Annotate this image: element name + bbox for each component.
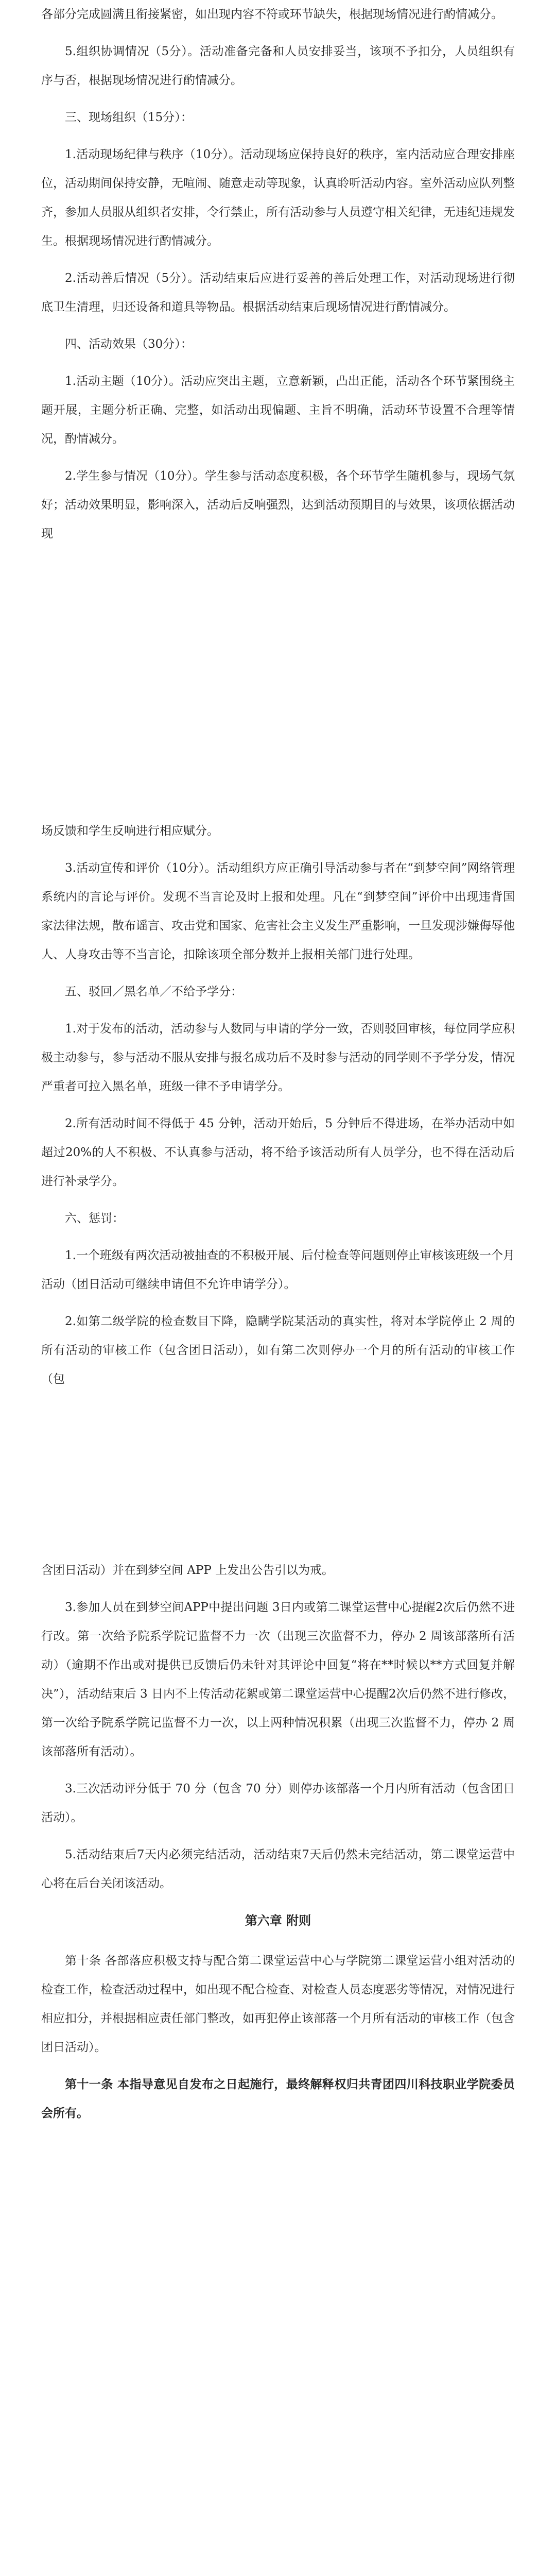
section-heading: 四、活动效果（30分）：	[65, 337, 193, 351]
page-3	[41, 1556, 515, 2566]
page-1	[41, 0, 515, 793]
section-heading: 三、现场组织（15分）：	[65, 111, 193, 124]
paragraph: 2.如第二级学院的检查数目下降，隐瞒学院某活动的真实性，将对本学院停止 2 周的所有活动的审核工作（包含团日活动），如有第二次则停办一个月的所有活动的审核工作（包	[41, 1315, 515, 1386]
chapter-heading: 第六章 附则	[245, 1913, 311, 1928]
paragraph: 3.参加人员在到梦空间APP中提出问题 3日内或第二课堂运营中心提醒2次后仍然不进行改。第一次给予院系学院记监督不力一次（出现三次监督不力，停办 2 周该部落所有活动）（逾期不作出或对提供已反馈后仍未针对其评论中回复“将在**时候以**方式回复并解决”），活动结束后 3 日内不上传活动花絮或第二课堂运营中心提醒2次后仍然不进行修改，第一次给予院系学院记监督不力一次，以上两种情况积累（出现三次监督不力，停办 2 周该部落所有活动）。	[41, 1601, 515, 1758]
paragraph: 1.活动主题（10分）。活动应突出主题，立意新颖，凸出正能，活动各个环节紧围绕主题开展，主题分析正确、完整，如活动出现偏题、主旨不明确，活动环节设置不合理等情况，酌情减分。	[41, 375, 515, 446]
paragraph: 场反馈和学生反响进行相应赋分。	[41, 824, 219, 838]
paragraph: 5.组织协调情况（5分）。活动准备完备和人员安排妥当，该项不予扣分，人员组织有序与否，根据现场情况进行酌情减分。	[41, 45, 515, 87]
paragraph: 第十一条 本指导意见自发布之日起施行，最终解释权归共青团四川科技职业学院委员会所有。	[41, 2077, 515, 2120]
paragraph: 各部分完成圆满且衔接紧密，如出现内容不符或环节缺失，根据现场情况进行酌情减分。	[41, 8, 503, 21]
paragraph: 2.所有活动时间不得低于 45 分钟，活动开始后，5 分钟后不得进场，在举办活动中如超过20%的人不积极、不认真参与活动，将不给予该活动所有人员学分，也不得在活动后进行补录学分。	[41, 1117, 515, 1188]
section-heading: 五、驳回／黑名单／不给予学分：	[65, 985, 242, 998]
paragraph: 1.对于发布的活动，活动参与人数同与申请的学分一致，否则驳回审核，每位同学应积极主动参与，参与活动不服从安排与报名成功后不及时参与活动的同学则不予学分发，情况严重者可拉入黑名单，班级一律不予申请学分。	[41, 1022, 515, 1093]
paragraph: 2.活动善后情况（5分）。活动结束后应进行妥善的善后处理工作，对活动现场进行彻底卫生清理，归还设备和道具等物品。根据活动结束后现场情况进行酌情减分。	[41, 272, 515, 314]
page-2	[41, 817, 515, 1528]
paragraph: 3.三次活动评分低于 70 分（包含 70 分）则停办该部落一个月内所有活动（包含团日活动）。	[41, 1782, 515, 1824]
paragraph: 2.学生参与情况（10分）。学生参与活动态度积极，各个环节学生随机参与，现场气氛好；活动效果明显，影响深入，活动后反响强烈，达到活动预期目的与效果，该项依据活动现	[41, 469, 515, 540]
paragraph: 3.活动宣传和评价（10分）。活动组织方应正确引导活动参与者在“到梦空间”网络管理系统内的言论与评价。发现不当言论及时上报和处理。凡在“到梦空间”评价中出现违背国家法律法规，散布谣言、攻击党和国家、危害社会主义发生严重影响，一旦发现涉嫌侮辱他人、人身攻击等不当言论，扣除该项全部分数并上报相关部门进行处理。	[41, 861, 515, 961]
section-heading: 六、惩罚：	[65, 1212, 124, 1225]
paragraph: 5.活动结束后7天内必须完结活动，活动结束7天后仍然未完结活动，第二课堂运营中心将在后台关闭该活动。	[41, 1848, 515, 1890]
paragraph: 1.一个班级有两次活动被抽查的不积极开展、后付检查等问题则停止审核该班级一个月活动（团日活动可继续申请但不允许申请学分）。	[41, 1249, 515, 1291]
paragraph: 含团日活动）并在到梦空间 APP 上发出公告引以为戒。	[41, 1564, 334, 1577]
paragraph: 1.活动现场纪律与秩序（10分）。活动现场应保持良好的秩序，室内活动应合理安排座位，活动期间保持安静，无喧闹、随意走动等现象，认真聆听活动内容。室外活动应队列整齐，参加人员服从组织者安排，令行禁止，所有活动参与人员遵守相关纪律，无违纪违规发生。根据现场情况进行酌情减分。	[41, 148, 515, 248]
paragraph: 第十条 各部落应积极支持与配合第二课堂运营中心与学院第二课堂运营小组对活动的检查工作，检查活动过程中，如出现不配合检查、对检查人员态度恶劣等情况，对情况进行相应扣分，并根据相应责任部门整改，如再犯停止该部落一个月所有活动的审核工作（包含团日活动）。	[41, 1954, 515, 2054]
inspection-form	[44, 2566, 512, 2576]
